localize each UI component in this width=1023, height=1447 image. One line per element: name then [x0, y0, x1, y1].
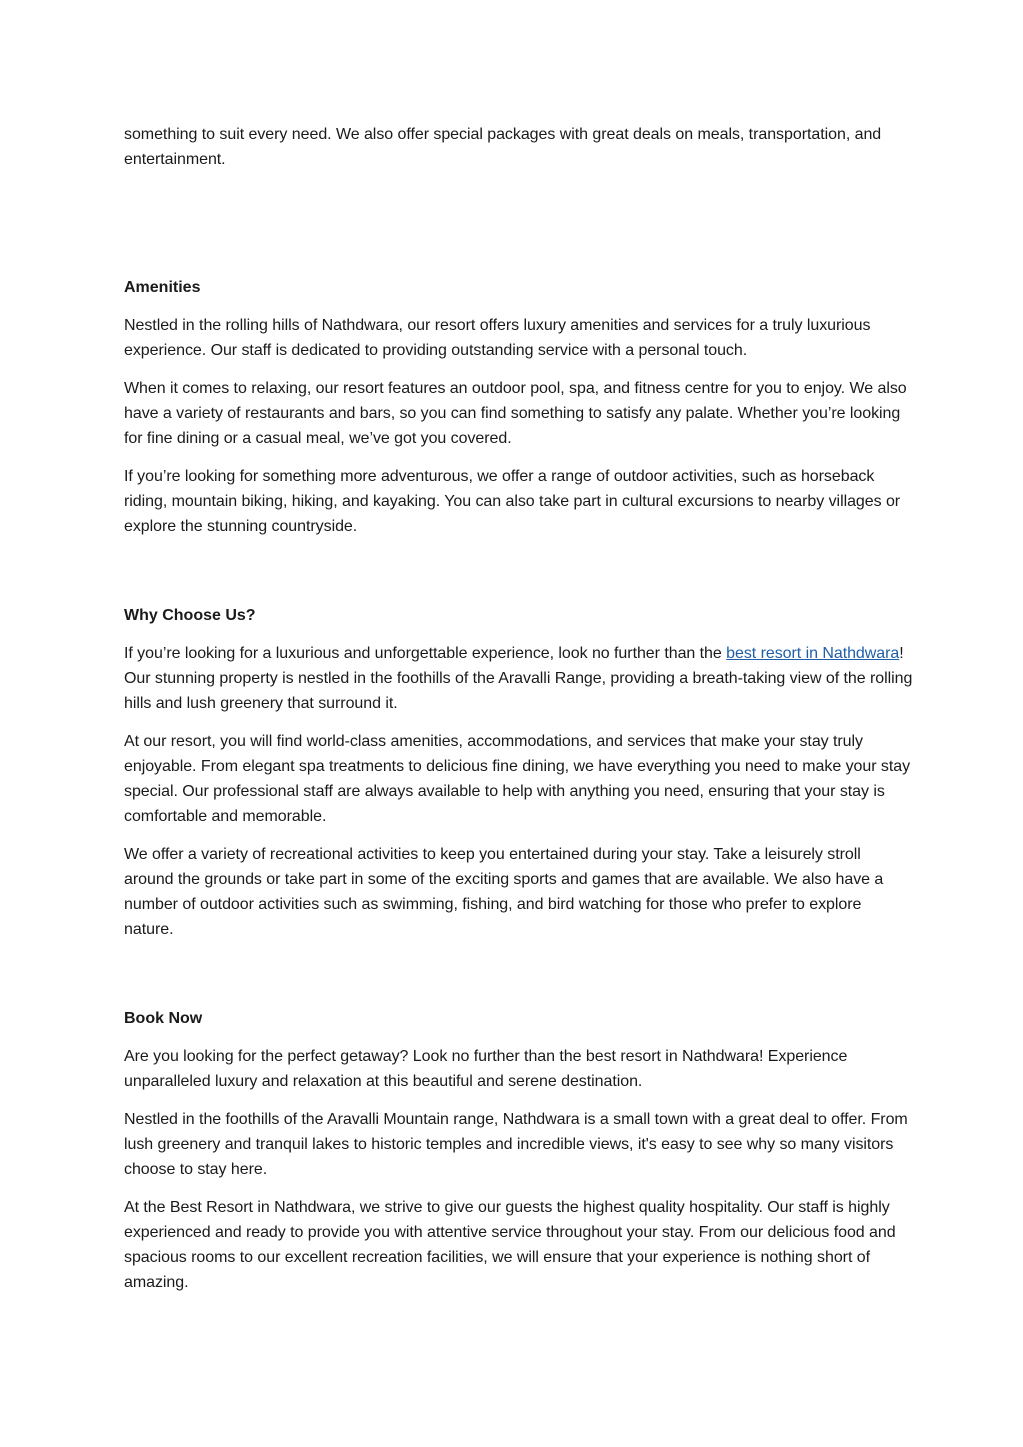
book-now-heading: Book Now [124, 1010, 203, 1027]
why-choose-us-paragraph-2: At our resort, you will find world-class amenities, accommodations, and services that make your stay truly enjoyable. From elegant spa treatments to delicious fine dining, we have everything you need to make your stay special. Our professional staff are always available to help with anything you need, ensuring that your stay is comfortable and memorable. [124, 733, 911, 825]
best-resort-link[interactable]: best resort in Nathdwara [726, 645, 900, 662]
why-p1-text-before: If you’re looking for a luxurious and unforgettable experience, look no further than the [124, 645, 727, 662]
amenities-paragraph-3: If you’re looking for something more adventurous, we offer a range of outdoor activities, such as horseback riding, mountain biking, hiking, and kayaking. You can also take part in cultural excursions to nearby villages or explore the stunning countryside. [124, 468, 901, 535]
document-page [124, 122, 914, 1308]
amenities-heading: Amenities [124, 279, 201, 296]
spacer [124, 552, 914, 603]
book-now-paragraph-1: Are you looking for the perfect getaway? Look no further than the best resort in Nathdwara! Experience unparalleled luxury and relaxation at this beautiful and serene destination. [124, 1048, 848, 1090]
intro-paragraph: something to suit every need. We also offer special packages with great deals on meals, transportation, and entertainment. [124, 126, 882, 168]
why-p1-text-after: ! Our stunning property is nestled in the foothills of the Aravalli Range, providing a breath-taking view of the rolling hills and lush greenery that surround it. [124, 645, 913, 712]
spacer [124, 955, 914, 1006]
book-now-paragraph-3: At the Best Resort in Nathdwara, we strive to give our guests the highest quality hospitality. Our staff is highly experienced and ready to provide you with attentive service throughout your stay. From our delicious food and spacious rooms to our excellent recreation facilities, we will ensure that your experience is nothing short of amazing. [124, 1199, 896, 1291]
book-now-paragraph-2: Nestled in the foothills of the Aravalli Mountain range, Nathdwara is a small town with a great deal to offer. From lush greenery and tranquil lakes to historic temples and incredible views, it's easy to see why so many visitors choose to stay here. [124, 1111, 908, 1178]
why-choose-us-paragraph-3: We offer a variety of recreational activities to keep you entertained during your stay. Take a leisurely stroll around the grounds or take part in some of the exciting sports and games that are available. We also have a number of outdoor activities such as swimming, fishing, and bird watching for those who prefer to explore nature. [124, 846, 884, 938]
amenities-paragraph-2: When it comes to relaxing, our resort features an outdoor pool, spa, and fitness centre for you to enjoy. We also have a variety of restaurants and bars, so you can find something to satisfy any palate. Whether you’re looking for fine dining or a casual meal, we’ve got you covered. [124, 380, 907, 447]
why-choose-us-heading: Why Choose Us? [124, 607, 256, 624]
amenities-paragraph-1: Nestled in the rolling hills of Nathdwara, our resort offers luxury amenities and services for a truly luxurious experience. Our staff is dedicated to providing outstanding service with a personal touch. [124, 317, 871, 359]
why-choose-us-paragraph-1 [124, 641, 914, 716]
spacer [124, 185, 914, 275]
